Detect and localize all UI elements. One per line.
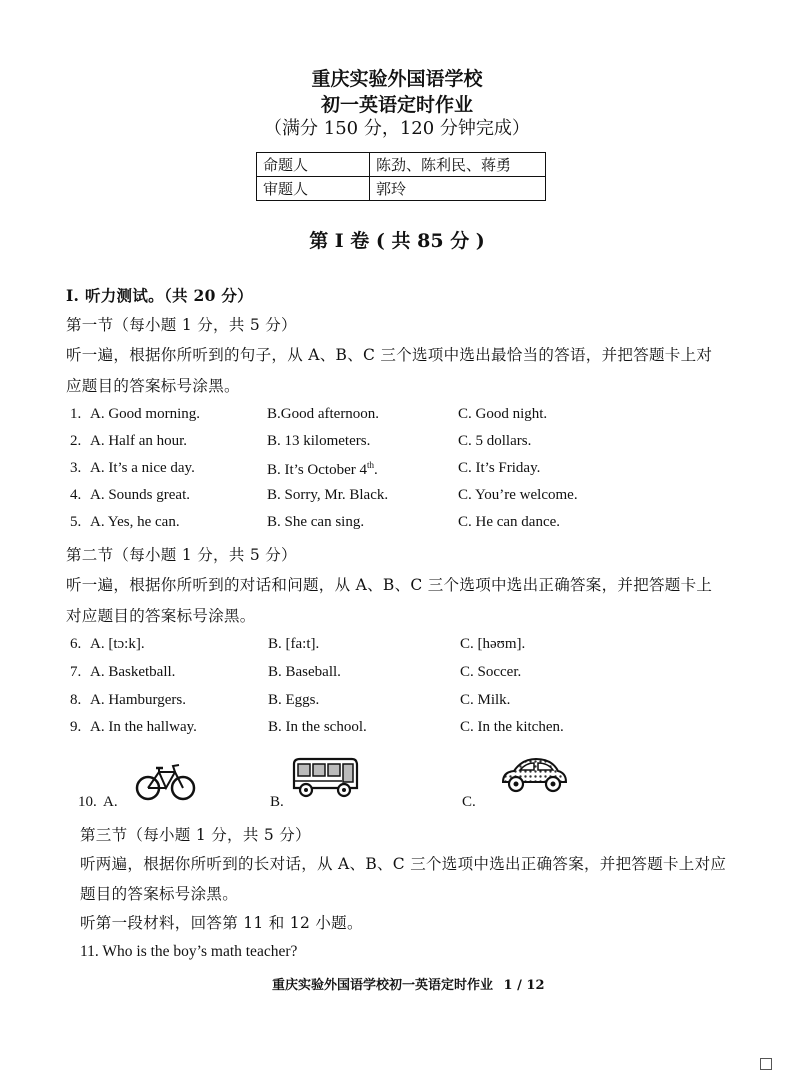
question-number: 10.: [78, 794, 97, 810]
part2-instruction: 对应题目的答案标号涂黑。: [66, 607, 256, 625]
option-b: B. [fa:t].: [268, 636, 320, 652]
option-a: A. Half an hour.: [90, 433, 188, 449]
staff-role: 审题人: [257, 177, 370, 201]
option-c: C. [həʊm].: [460, 636, 526, 652]
section-heading: I. 听力测试。（共 20 分）: [66, 286, 253, 305]
staff-names: 陈劲、陈利民、蒋勇: [370, 153, 546, 177]
part3-heading: 第三节（每小题 1 分，共 5 分）: [80, 826, 311, 844]
option-b: B. She can sing.: [267, 514, 365, 530]
question-number: 1.: [70, 406, 82, 422]
staff-names: 郭玲: [370, 177, 546, 201]
question-number: 7.: [70, 664, 82, 680]
part2-instruction: 听一遍，根据你所听到的对话和问题，从 A、B、C 三个选项中选出正确答案，并把答题卡上: [66, 576, 713, 594]
material-instruction: 听第一段材料，回答第 11 和 12 小题。: [80, 914, 363, 932]
option-c: C. 5 dollars.: [458, 433, 532, 449]
staff-table: [256, 152, 546, 201]
option-b-end: .: [374, 462, 378, 478]
option-a: A. It’s a nice day.: [90, 460, 195, 476]
option-b: [267, 460, 378, 479]
option-b: B. Eggs.: [268, 692, 320, 708]
option-b: B. 13 kilometers.: [267, 433, 371, 449]
score-info: （满分 150 分，120 分钟完成）: [264, 118, 530, 139]
question-number: 6.: [70, 636, 82, 652]
option-c: C. Milk.: [460, 692, 511, 708]
option-c: C. He can dance.: [458, 514, 561, 530]
option-b: B.: [270, 794, 284, 810]
option-a: A. Basketball.: [90, 664, 176, 680]
volume-title: 第 I 卷 ( 共 85 分 ): [309, 230, 485, 252]
option-a: A. Sounds great.: [90, 487, 190, 503]
option-a: A. Yes, he can.: [90, 514, 180, 530]
bus-icon: [290, 756, 360, 800]
question-11: 11. Who is the boy’s math teacher?: [80, 943, 298, 960]
staff-row: [257, 153, 546, 177]
option-c: C. Good night.: [458, 406, 548, 422]
option-b: B. Baseball.: [268, 664, 341, 680]
option-a: A. [tɔ:k].: [90, 636, 145, 652]
question-number: 5.: [70, 514, 82, 530]
question-number: 4.: [70, 487, 82, 503]
question-number: 2.: [70, 433, 82, 449]
staff-row: [257, 177, 546, 201]
option-a: A. Hamburgers.: [90, 692, 186, 708]
option-a: A. Good morning.: [90, 406, 200, 422]
part3-instruction: 题目的答案标号涂黑。: [80, 885, 239, 903]
option-a: A.: [103, 794, 118, 810]
option-c: C. In the kitchen.: [460, 719, 564, 735]
option-a: A. In the hallway.: [90, 719, 197, 735]
option-c: C. You’re welcome.: [458, 487, 578, 503]
question-number: 3.: [70, 460, 82, 476]
option-c: C. It’s Friday.: [458, 460, 541, 476]
question-number: 9.: [70, 719, 82, 735]
qr-code-icon: [760, 1058, 772, 1070]
page-title: 初一英语定时作业: [320, 94, 473, 116]
option-b: B. In the school.: [268, 719, 367, 735]
option-b-text: B. It’s October 4: [267, 462, 367, 478]
question-number: 8.: [70, 692, 82, 708]
school-name: 重庆实验外国语学校: [311, 68, 483, 90]
part2-heading: 第二节（每小题 1 分，共 5 分）: [66, 546, 297, 564]
part3-instruction: 听两遍，根据你所听到的长对话，从 A、B、C 三个选项中选出正确答案，并把答题卡上对应: [80, 855, 727, 873]
option-c: C. Soccer.: [460, 664, 522, 680]
part1-instruction: 应题目的答案标号涂黑。: [66, 377, 240, 395]
part1-heading: 第一节（每小题 1 分，共 5 分）: [66, 316, 297, 334]
part1-instruction: 听一遍，根据你所听到的句子，从 A、B、C 三个选项中选出最恰当的答语，并把答题卡上对: [66, 346, 713, 364]
option-b: B.Good afternoon.: [267, 406, 380, 422]
footer-school: 重庆实验外国语学校初一英语定时作业: [272, 978, 494, 993]
option-b-sup: th: [366, 460, 374, 470]
footer-text: [272, 974, 544, 993]
page-number: 1 / 12: [503, 978, 545, 993]
staff-role: 命题人: [257, 153, 370, 177]
car-icon: [498, 754, 570, 796]
option-b: B. Sorry, Mr. Black.: [267, 487, 389, 503]
option-c: C.: [462, 794, 476, 810]
bicycle-icon: [135, 762, 197, 802]
